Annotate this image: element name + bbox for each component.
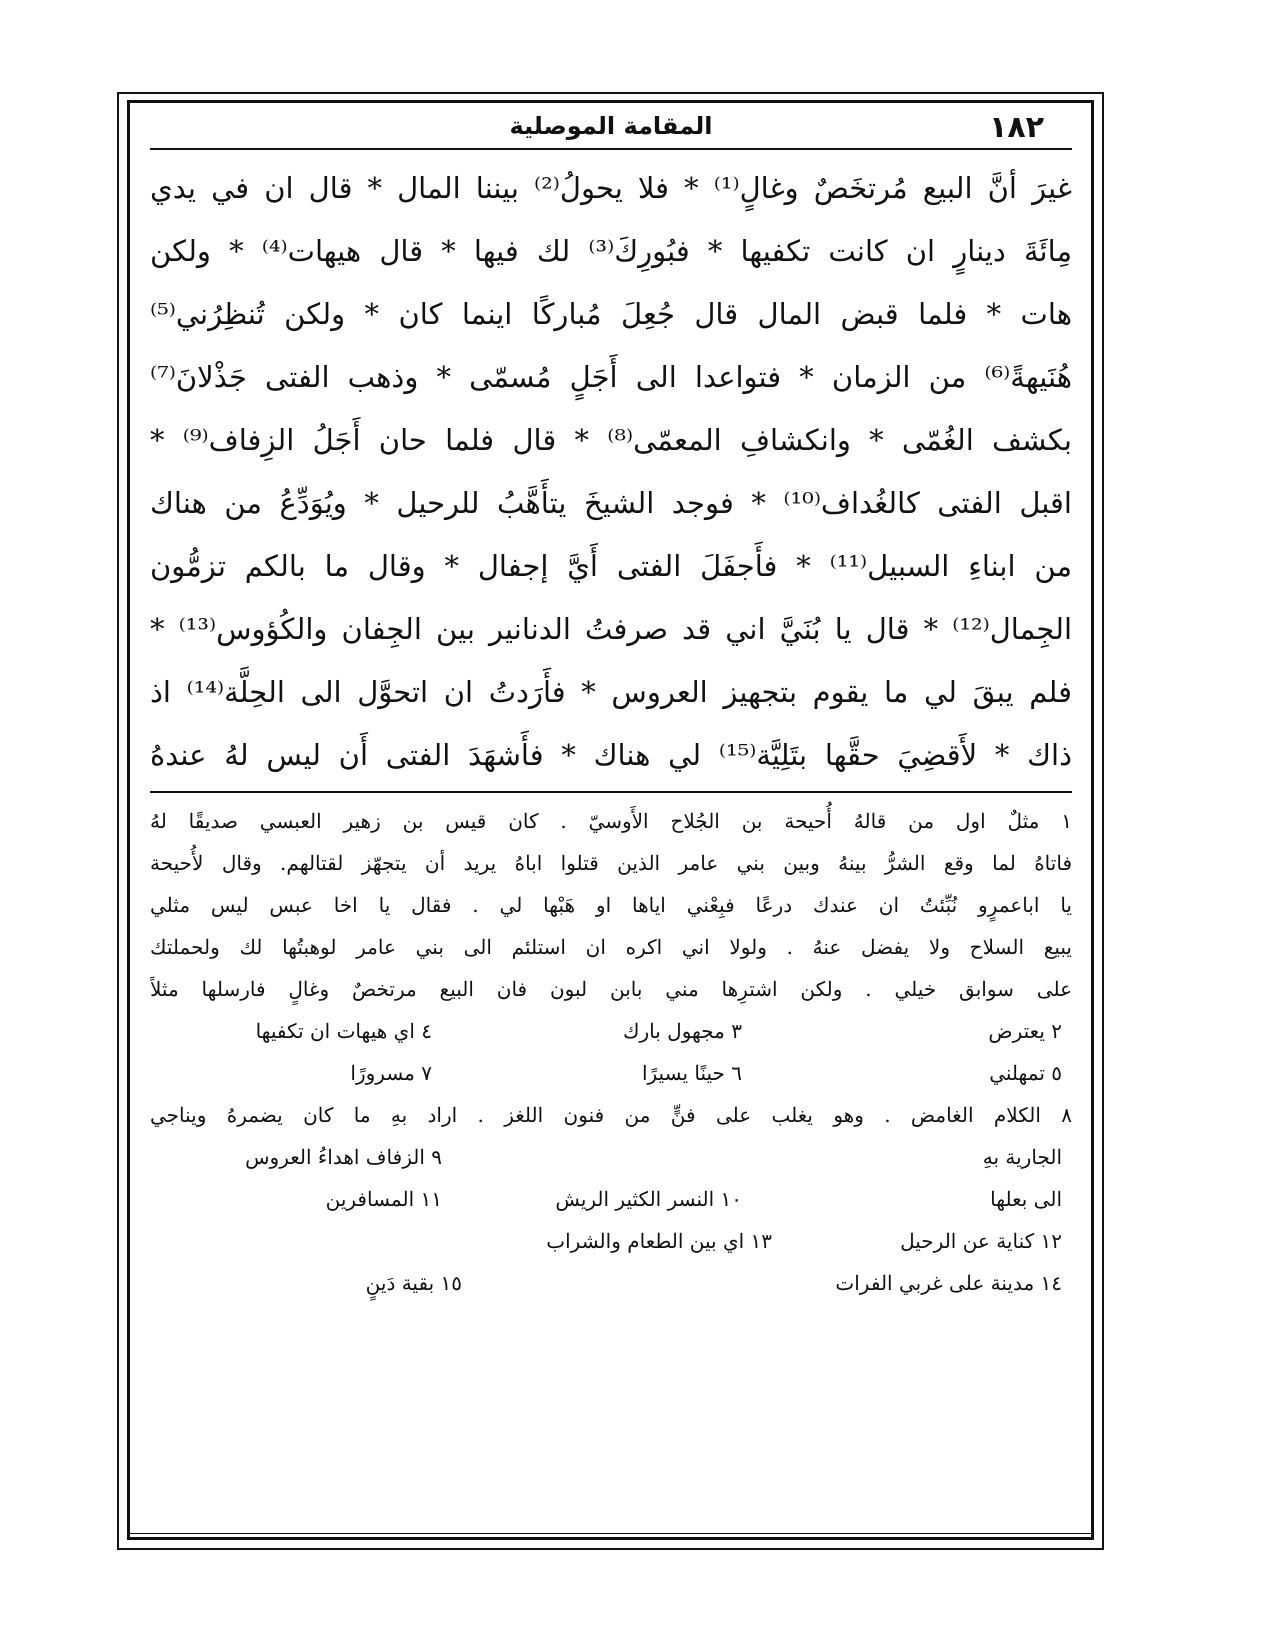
footnote-row [150,1136,1072,1178]
main-text-line: اقبل الفتى كالغُداف⁽¹⁰⁾ * فوجد الشيخَ يتأَهَّبُ للرحيل * ويُوَدِّعُ من هناك [150,486,1072,520]
footnote-entry: ١٠ النسر الكثير الريش [555,1187,742,1211]
footnote-row [150,1178,1072,1220]
main-text-line: غيرَ أنَّ البيع مُرتخَصٌ وغالٍ⁽¹⁾ * فلا يحولُ⁽²⁾ بيننا المال * قال ان في يدي [150,171,1072,205]
footnote-entry: الجارية بهِ [982,1145,1062,1169]
footnote-entry: ١٢ كناية عن الرحيل [900,1229,1062,1253]
footnote-row [150,1262,1072,1304]
footnote-row [150,1220,1072,1262]
footnote-entry: ٦ حينًا يسيرًا [641,1061,742,1085]
main-text [150,157,1072,787]
main-text-line: هات * فلما قبض المال قال جُعِلَ مُباركًا اينما كان * ولكن تُنظِرُني⁽⁵⁾ [150,297,1072,331]
main-text-line: هُنَيهةً⁽⁶⁾ من الزمان * فتواعدا الى أَجَلٍ مُسمّى * وذهب الفتى جَذْلانَ⁽⁷⁾ [150,360,1072,394]
footnote-entry: ٣ مجهول بارك [623,1019,742,1043]
footnote-row [150,1052,1072,1094]
main-text-line: فلم يبقَ لي ما يقوم بتجهيز العروس * فأَرَدتُ ان اتحوَّل الى الحِلَّة⁽¹⁴⁾ اذ [150,675,1072,709]
footnote-entry: ١٤ مدينة على غربي الفرات [835,1271,1062,1295]
footnote-entry: الى بعلها [990,1187,1062,1211]
footnote-entry: ١١ المسافرين [325,1187,442,1211]
footnote-row [150,1010,1072,1052]
footnote-line: ٨ الكلام الغامض . وهو يغلب على فنٍّ من فنون اللغز . اراد بهِ ما كان يضمرهُ ويناجي [150,1103,1072,1127]
footnote-entry: ٤ اي هيهات ان تكفيها [255,1019,432,1043]
footnote-entry: ٢ يعترض [988,1019,1062,1043]
main-text-line: مِائَةَ دينارٍ ان كانت تكفيها * فبُورِكَ⁽³⁾ لك فيها * قال هيهات⁽⁴⁾ * ولكن [150,234,1072,268]
main-text-line: بكشف الغُمّى * وانكشافِ المعمّى⁽⁸⁾ * قال فلما حان أَجَلُ الزِفاف⁽⁹⁾ * [150,423,1072,457]
running-title: المقامة الموصلية [509,112,713,140]
page-number: ١٨٢ [989,110,1044,145]
footnote-line: يبيع السلاح ولا يفضل عنهُ . ولولا اني اكره ان استلئم الى بني عامر لوهبتُها لك ولحملتك [150,935,1072,959]
footnote-entry: ٩ الزفاف اهداءُ العروس [245,1145,442,1169]
main-text-line: الجِمال⁽¹²⁾ * قال يا بُنَيَّ اني قد صرفتُ الدنانير بين الجِفان والكُؤوس⁽¹³⁾ * [150,612,1072,646]
footnote-line: يا اباعمرٍو نُبِّئتُ ان عندك درعًا فبِعْني اياها او هَبْها لي . فقال يا اخا عبس ليس مثلي [150,893,1072,917]
footnote-line: ١ مثلٌ اول من قالهُ أُحيحة بن الجُلاح الأَوسيّ . كان قيس بن زهير العبسي صديقًا لهُ [150,809,1072,833]
footnote-entry: ٧ مسرورًا [350,1061,432,1085]
page-header [150,108,1072,148]
footnote-entry: ٥ تمهلني [989,1061,1062,1085]
footnotes [150,800,1072,1304]
footnote-separator [150,791,1072,793]
footnote-line: على سوابق خيلي . ولكن اشترِها مني بابن لبون فان البيع مرتخصٌ وغالٍ فارسلها مثلاً [150,977,1072,1001]
header-rule [150,148,1072,150]
frame-bottom-rule [129,1533,1092,1534]
footnote-entry: ١٥ بقية دَينٍ [365,1271,462,1295]
footnote-entry: ١٣ اي بين الطعام والشراب [546,1229,772,1253]
footnote-line: فاتاهُ لما وقع الشرُّ بينهُ وبين بني عامر الذين قتلوا اباهُ يريد أن يتجهّز لقتالهم. وقال لأُحيحة [150,851,1072,875]
main-text-line: ذاك * لأَقضِيَ حقَّها بتَلِيَّة⁽¹⁵⁾ لي هناك * فأَشهَدَ الفتى أَن ليس لهُ عندهُ [150,738,1072,772]
main-text-line: من ابناءِ السبيل⁽¹¹⁾ * فأَجفَلَ الفتى أَيَّ إجفال * وقال ما بالكم تزمُّون [150,549,1072,583]
